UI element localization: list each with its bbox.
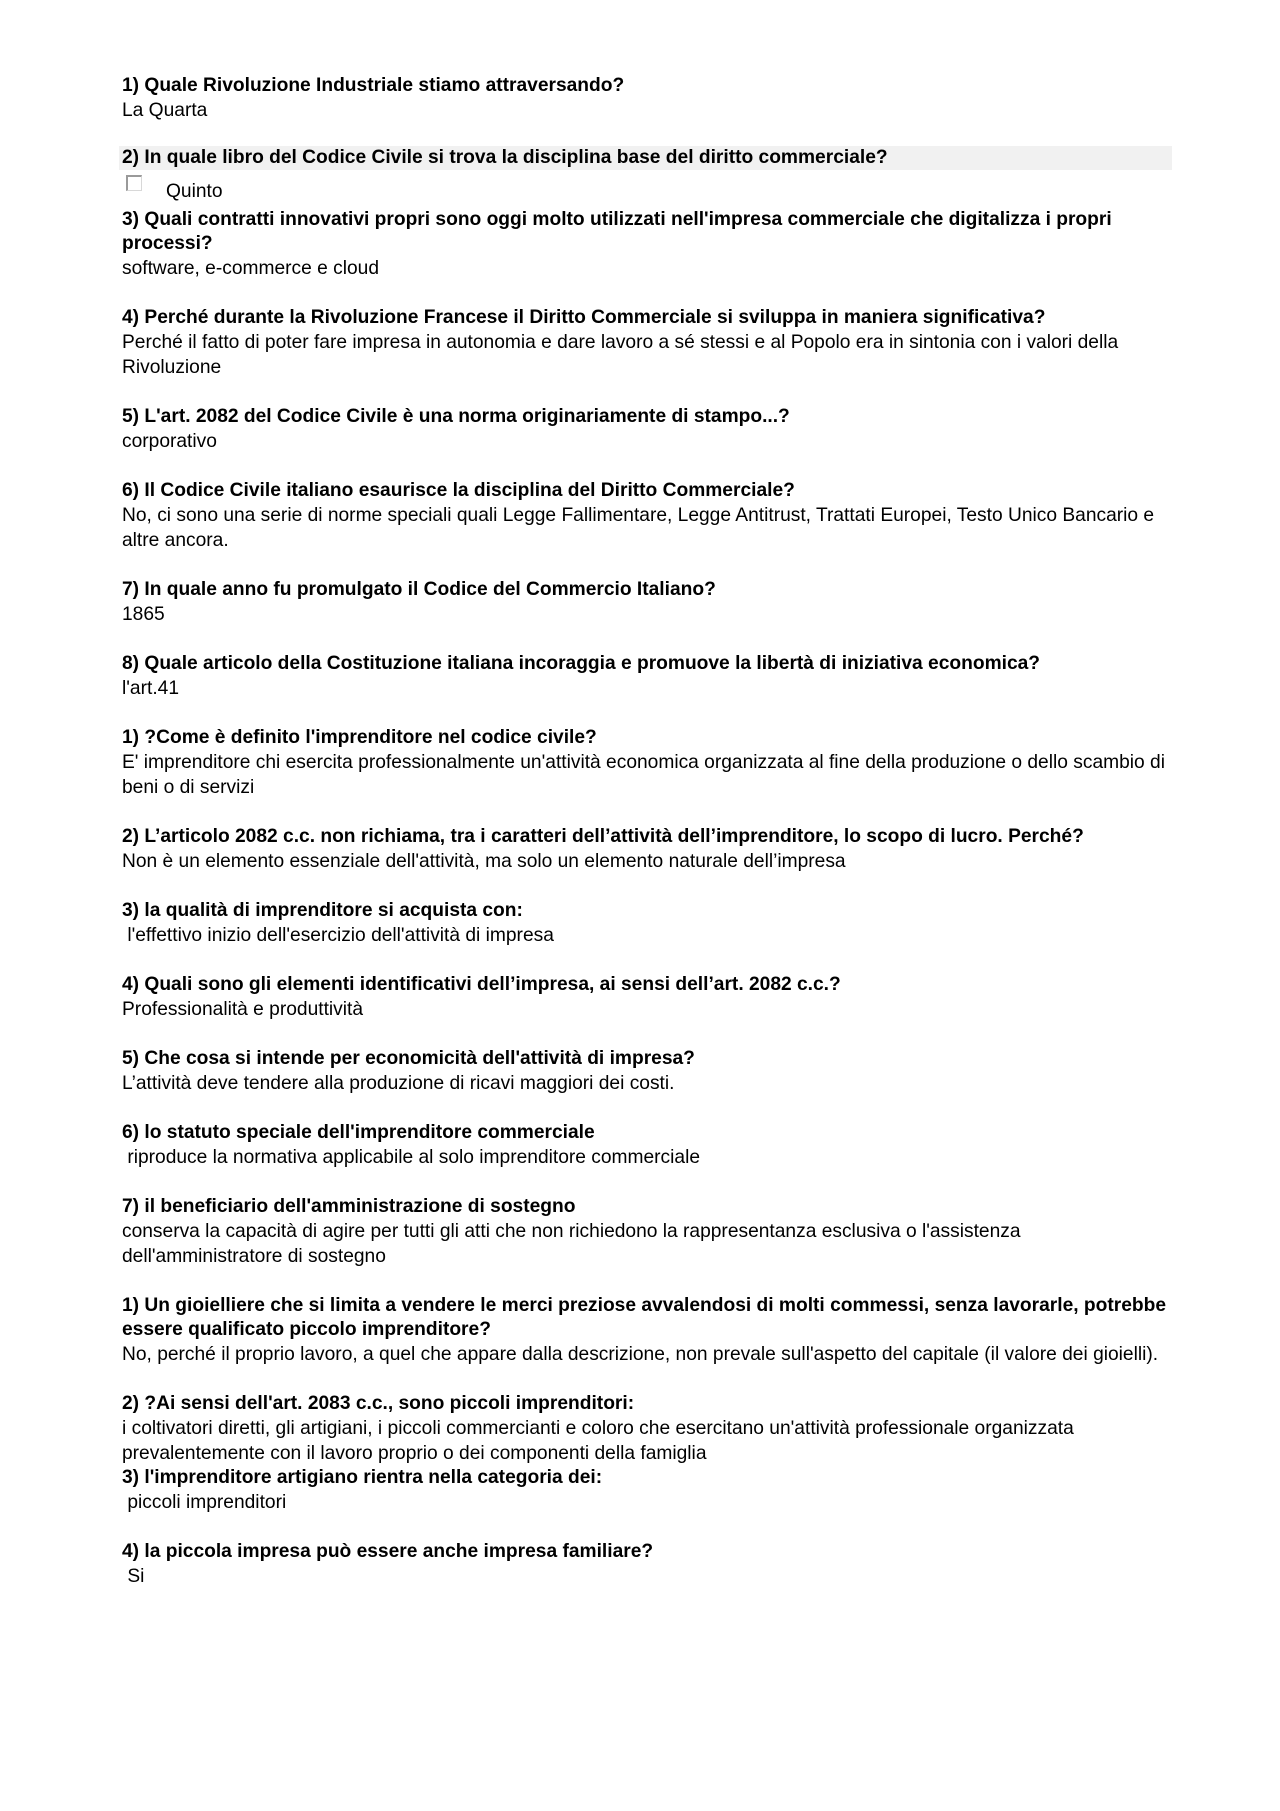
question: 6) lo statuto speciale dell'imprenditore commerciale (122, 1122, 595, 1143)
question: 2) ?Ai sensi dell'art. 2083 c.c., sono piccoli imprenditori: (122, 1393, 635, 1414)
question: 5) Che cosa si intende per economicità dell'attività di impresa? (122, 1048, 695, 1069)
answer: riproduce la normativa applicabile al solo imprenditore commerciale (122, 1147, 701, 1168)
qa-item (122, 652, 1172, 701)
answer: L’attività deve tendere alla produzione di ricavi maggiori dei costi. (122, 1073, 675, 1094)
answer: No, ci sono una serie di norme speciali quali Legge Fallimentare, Legge Antitrust, Trattati Europei, Testo Unico Bancario e altre ancora. (122, 505, 1155, 551)
qa-item (122, 578, 1172, 627)
question-highlighted: 2) In quale libro del Codice Civile si trova la disciplina base del diritto commerciale? (119, 146, 1172, 170)
answer: E' imprenditore chi esercita professionalmente un'attività economica organizzata al fine della produzione o dello scambio di beni o di servizi (122, 752, 1165, 798)
checkbox-icon[interactable] (126, 175, 142, 191)
qa-item (122, 306, 1172, 380)
qa-item (122, 405, 1172, 454)
question: 6) Il Codice Civile italiano esaurisce la disciplina del Diritto Commerciale? (122, 480, 795, 501)
answer: No, perché il proprio lavoro, a quel che appare dalla descrizione, non prevale sull'aspetto del capitale (il valore dei gioielli). (122, 1344, 1159, 1365)
qa-item (122, 1392, 1172, 1466)
question: 4) la piccola impresa può essere anche impresa familiare? (122, 1541, 654, 1562)
qa-item (122, 1121, 1172, 1170)
qa-item (122, 973, 1172, 1022)
qa-item (122, 479, 1172, 553)
option-label: Quinto (166, 181, 223, 202)
qa-item (122, 899, 1172, 948)
qa-item (122, 1466, 1172, 1515)
answer: l'art.41 (122, 678, 179, 699)
question: 1) Un gioielliere che si limita a vendere le merci preziose avvalendosi di molti commessi, senza lavorarle, potrebbe essere qualificato piccolo imprenditore? (122, 1295, 1166, 1340)
answer: l'effettivo inizio dell'esercizio dell'attività di impresa (122, 925, 554, 946)
answer: software, e-commerce e cloud (122, 258, 379, 279)
answer: Si (122, 1566, 145, 1587)
question: 5) L'art. 2082 del Codice Civile è una norma originariamente di stampo...? (122, 406, 790, 427)
qa-item (122, 1195, 1172, 1269)
answer: corporativo (122, 431, 217, 452)
answer: Professionalità e produttività (122, 999, 364, 1020)
question: 4) Quali sono gli elementi identificativi dell’impresa, ai sensi dell’art. 2082 c.c.? (122, 974, 841, 995)
qa-item (122, 825, 1172, 874)
question: 7) In quale anno fu promulgato il Codice del Commercio Italiano? (122, 579, 716, 600)
question: 3) la qualità di imprenditore si acquista con: (122, 900, 523, 921)
answer: Perché il fatto di poter fare impresa in autonomia e dare lavoro a sé stessi e al Popolo era in sintonia con i valori della Rivoluzione (122, 332, 1119, 378)
question: 1) ?Come è definito l'imprenditore nel codice civile? (122, 727, 597, 748)
question: 3) l'imprenditore artigiano rientra nella categoria dei: (122, 1467, 603, 1488)
qa-item (122, 1294, 1172, 1367)
question: 7) il beneficiario dell'amministrazione di sostegno (122, 1196, 576, 1217)
document-page (122, 74, 1172, 1589)
answer: 1865 (122, 604, 165, 625)
qa-item (122, 74, 1172, 123)
question: 4) Perché durante la Rivoluzione Francese il Diritto Commerciale si sviluppa in maniera significativa? (122, 307, 1046, 328)
answer: conserva la capacità di agire per tutti gli atti che non richiedono la rappresentanza esclusiva o l'assistenza dell'amministratore di sostegno (122, 1221, 1021, 1267)
question: 1) Quale Rivoluzione Industriale stiamo attraversando? (122, 75, 625, 96)
question: 8) Quale articolo della Costituzione italiana incoraggia e promuove la libertà di iniziativa economica? (122, 653, 1041, 674)
answer: i coltivatori diretti, gli artigiani, i piccoli commercianti e coloro che esercitano un'attività professionale organizzata prevalentemente con il lavoro proprio o dei componenti della famiglia (122, 1418, 1074, 1464)
answer-option[interactable] (122, 170, 1172, 202)
question: 3) Quali contratti innovativi propri sono oggi molto utilizzati nell'impresa commerciale che digitalizza i propri processi? (122, 209, 1112, 254)
answer: piccoli imprenditori (122, 1492, 287, 1513)
question: 2) L’articolo 2082 c.c. non richiama, tra i caratteri dell’attività dell’imprenditore, lo scopo di lucro. Perché? (122, 826, 1084, 847)
qa-item (122, 1047, 1172, 1096)
qa-item-choice (122, 146, 1172, 202)
qa-item (122, 208, 1172, 281)
answer: Non è un elemento essenziale dell'attività, ma solo un elemento naturale dell’impresa (122, 851, 846, 872)
answer: La Quarta (122, 100, 208, 121)
qa-item (122, 726, 1172, 800)
qa-item (122, 1540, 1172, 1589)
